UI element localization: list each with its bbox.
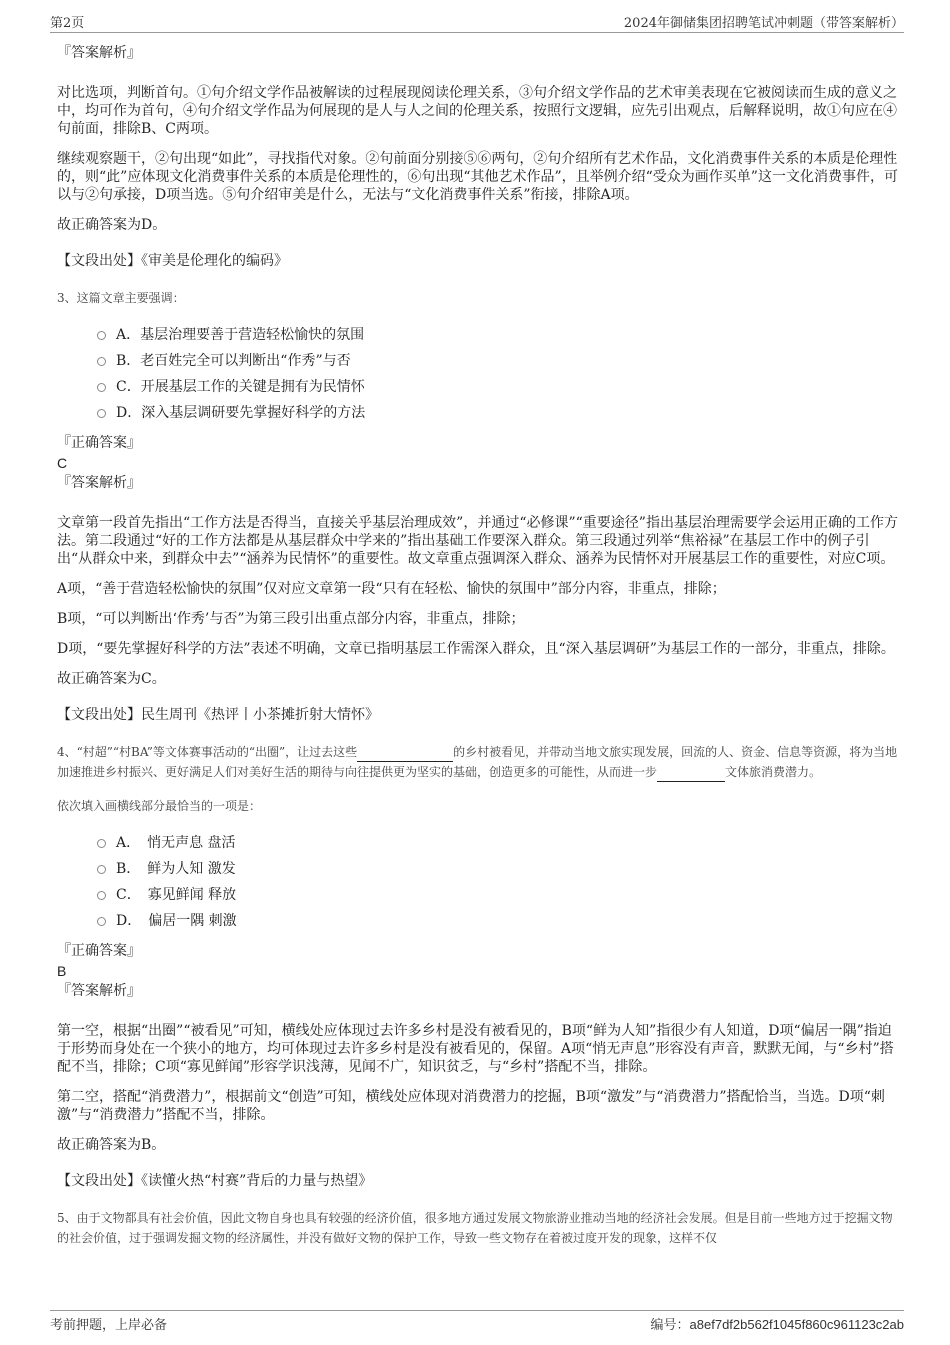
blank-1 (357, 747, 453, 762)
question-3-options (97, 322, 900, 426)
page-header (50, 10, 904, 33)
correct-answer-label: 『正确答案』 (57, 435, 141, 451)
option-a[interactable]: A． 悄无声息 盘活 (97, 830, 900, 856)
analysis-label: 『答案解析』 (57, 475, 141, 491)
question-5: 5、由于文物都具有社会价值，因此文物自身也具有较强的经济价值，很多地方通过发展文物旅游业推动当地的经济社会发展。但是目前一些地方过于挖掘文物的社会价值，过于强调发掘文物的经济属性，并没有做好文物的保护工作，导致一些文物存在着被过度开发的现象，这样不仅 (57, 1211, 893, 1245)
option-d[interactable]: D．深入基层调研要先掌握好科学的方法 (97, 400, 900, 426)
analysis-paragraph: 第一空，根据“出圈”“被看见”可知，横线处应体现过去许多乡村是没有被看见的，B项“鲜为人知”指很少有人知道，D项“偏居一隅”指迫于形势而身处在一个狭小的地方，均可体现过去许多乡村是没有被看见的，保留。A项“悄无声息”形容没有声音，默默无闻，与“乡村”搭配不当，排除；C项“寡见鲜闻”形容学识浅薄，见闻不广，知识贫乏，与“乡村”搭配不当，排除。 (57, 1023, 894, 1075)
question-3: 3、这篇文章主要强调： (57, 291, 185, 305)
radio-icon[interactable] (97, 409, 106, 418)
analysis-label: 『答案解析』 (57, 983, 141, 999)
correct-answer: B (57, 963, 67, 979)
analysis-paragraph: B项，“可以判断出‘作秀’与否”为第三段引出重点部分内容，非重点，排除； (57, 611, 525, 627)
option-d[interactable]: D． 偏居一隅 刺激 (97, 908, 900, 934)
source: 【文段出处】民生周刊《热评丨小茶摊折射大情怀》 (57, 707, 379, 723)
source: 【文段出处】《读懂火热“村赛”背后的力量与热望》 (57, 1173, 373, 1189)
blank-2 (657, 767, 725, 782)
source: 【文段出处】《审美是伦理化的编码》 (57, 253, 288, 269)
analysis-paragraph: 文章第一段首先指出“工作方法是否得当，直接关乎基层治理成效”，并通过“必修课”“重要途径”指出基层治理需要学会运用正确的工作方法。第二段通过“好的工作方法都是从基层群众中学来的”指出基础工作要深入群众。第三段通过列举“焦裕禄”在基层工作中的例子引出“从群众中来，到群众中去”“涵养为民情怀”的重要性。故文章重点强调深入群众、涵养为民情怀对开展基层工作的重要性，对应C项。 (57, 515, 898, 567)
document-title: 2024年御储集团招聘笔试冲刺题（带答案解析） (623, 16, 904, 31)
conclusion: 故正确答案为C。 (57, 671, 166, 687)
option-a[interactable]: A．基层治理要善于营造轻松愉快的氛围 (97, 322, 900, 348)
radio-icon[interactable] (97, 891, 106, 900)
analysis-paragraph: 第二空，搭配“消费潜力”，根据前文“创造”可知，横线处应体现对消费潜力的挖掘，B项“激发”与“消费潜力”搭配恰当，当选。D项“刺激”与“消费潜力”搭配不当，排除。 (57, 1089, 885, 1123)
radio-icon[interactable] (97, 917, 106, 926)
option-b[interactable]: B． 鲜为人知 激发 (97, 856, 900, 882)
footer-slogan: 考前押题，上岸必备 (50, 1318, 168, 1333)
radio-icon[interactable] (97, 865, 106, 874)
page-footer (50, 1310, 904, 1331)
page-number: 第2页 (50, 16, 85, 31)
analysis-paragraph: D项，“要先掌握好科学的方法”表述不明确，文章已指明基层工作需深入群众，且“深入基层调研”为基层工作的一部分，非重点，排除。 (57, 641, 895, 657)
document-id: 编号：a8ef7df2b562f1045f860c961123c2ab (650, 1317, 904, 1332)
question-4-options (97, 830, 900, 934)
option-b[interactable]: B．老百姓完全可以判断出“作秀”与否 (97, 348, 900, 374)
correct-answer: C (57, 455, 68, 471)
page-content (57, 44, 900, 1248)
analysis-paragraph: A项，“善于营造轻松愉快的氛围”仅对应文章第一段“只有在轻松、愉快的氛围中”部分内容，非重点，排除； (57, 581, 726, 597)
conclusion: 故正确答案为D。 (57, 217, 167, 233)
question-4-prompt: 依次填入画横线部分最恰当的一项是： (57, 799, 262, 813)
conclusion: 故正确答案为B。 (57, 1137, 166, 1153)
question-4: 4、“村超”“村BA”等文体赛事活动的“出圈”，让过去这些 的乡村被看见，并带动当地文旅实现发展，回流的人、资金、信息等资源，将为当地加速推进乡村振兴、更好满足人们对美好生活的期待与向往提供更为坚实的基础，创造更多的可能性，从而进一步 文体旅消费潜力。 (57, 742, 900, 782)
analysis-paragraph: 继续观察题干，②句出现“如此”，寻找指代对象。②句前面分别接⑤⑥两句，②句介绍所有艺术作品，文化消费事件关系的本质是伦理性的，则“此”应体现文化消费事件关系的本质是伦理性的，⑥句出现“其他艺术作品”，且举例介绍“受众为画作买单”这一文化消费事件，可以与②句承接，D项当选。⑤句介绍审美是什么，无法与“文化消费事件关系”衔接，排除A项。 (57, 151, 898, 203)
option-c[interactable]: C．开展基层工作的关键是拥有为民情怀 (97, 374, 900, 400)
radio-icon[interactable] (97, 383, 106, 392)
correct-answer-label: 『正确答案』 (57, 943, 141, 959)
option-c[interactable]: C． 寡见鲜闻 释放 (97, 882, 900, 908)
radio-icon[interactable] (97, 839, 106, 848)
analysis-label: 『答案解析』 (57, 45, 141, 61)
radio-icon[interactable] (97, 357, 106, 366)
radio-icon[interactable] (97, 331, 106, 340)
analysis-paragraph: 对比选项，判断首句。①句介绍文学作品被解读的过程展现阅读伦理关系，③句介绍文学作品的艺术审美表现在它被阅读而生成的意义之中，均可作为首句，④句介绍文学作品为何展现的是人与人之间的伦理关系，按照行文逻辑，应先引出观点，后解释说明，故①句应在④句前面，排除B、C两项。 (57, 85, 897, 137)
